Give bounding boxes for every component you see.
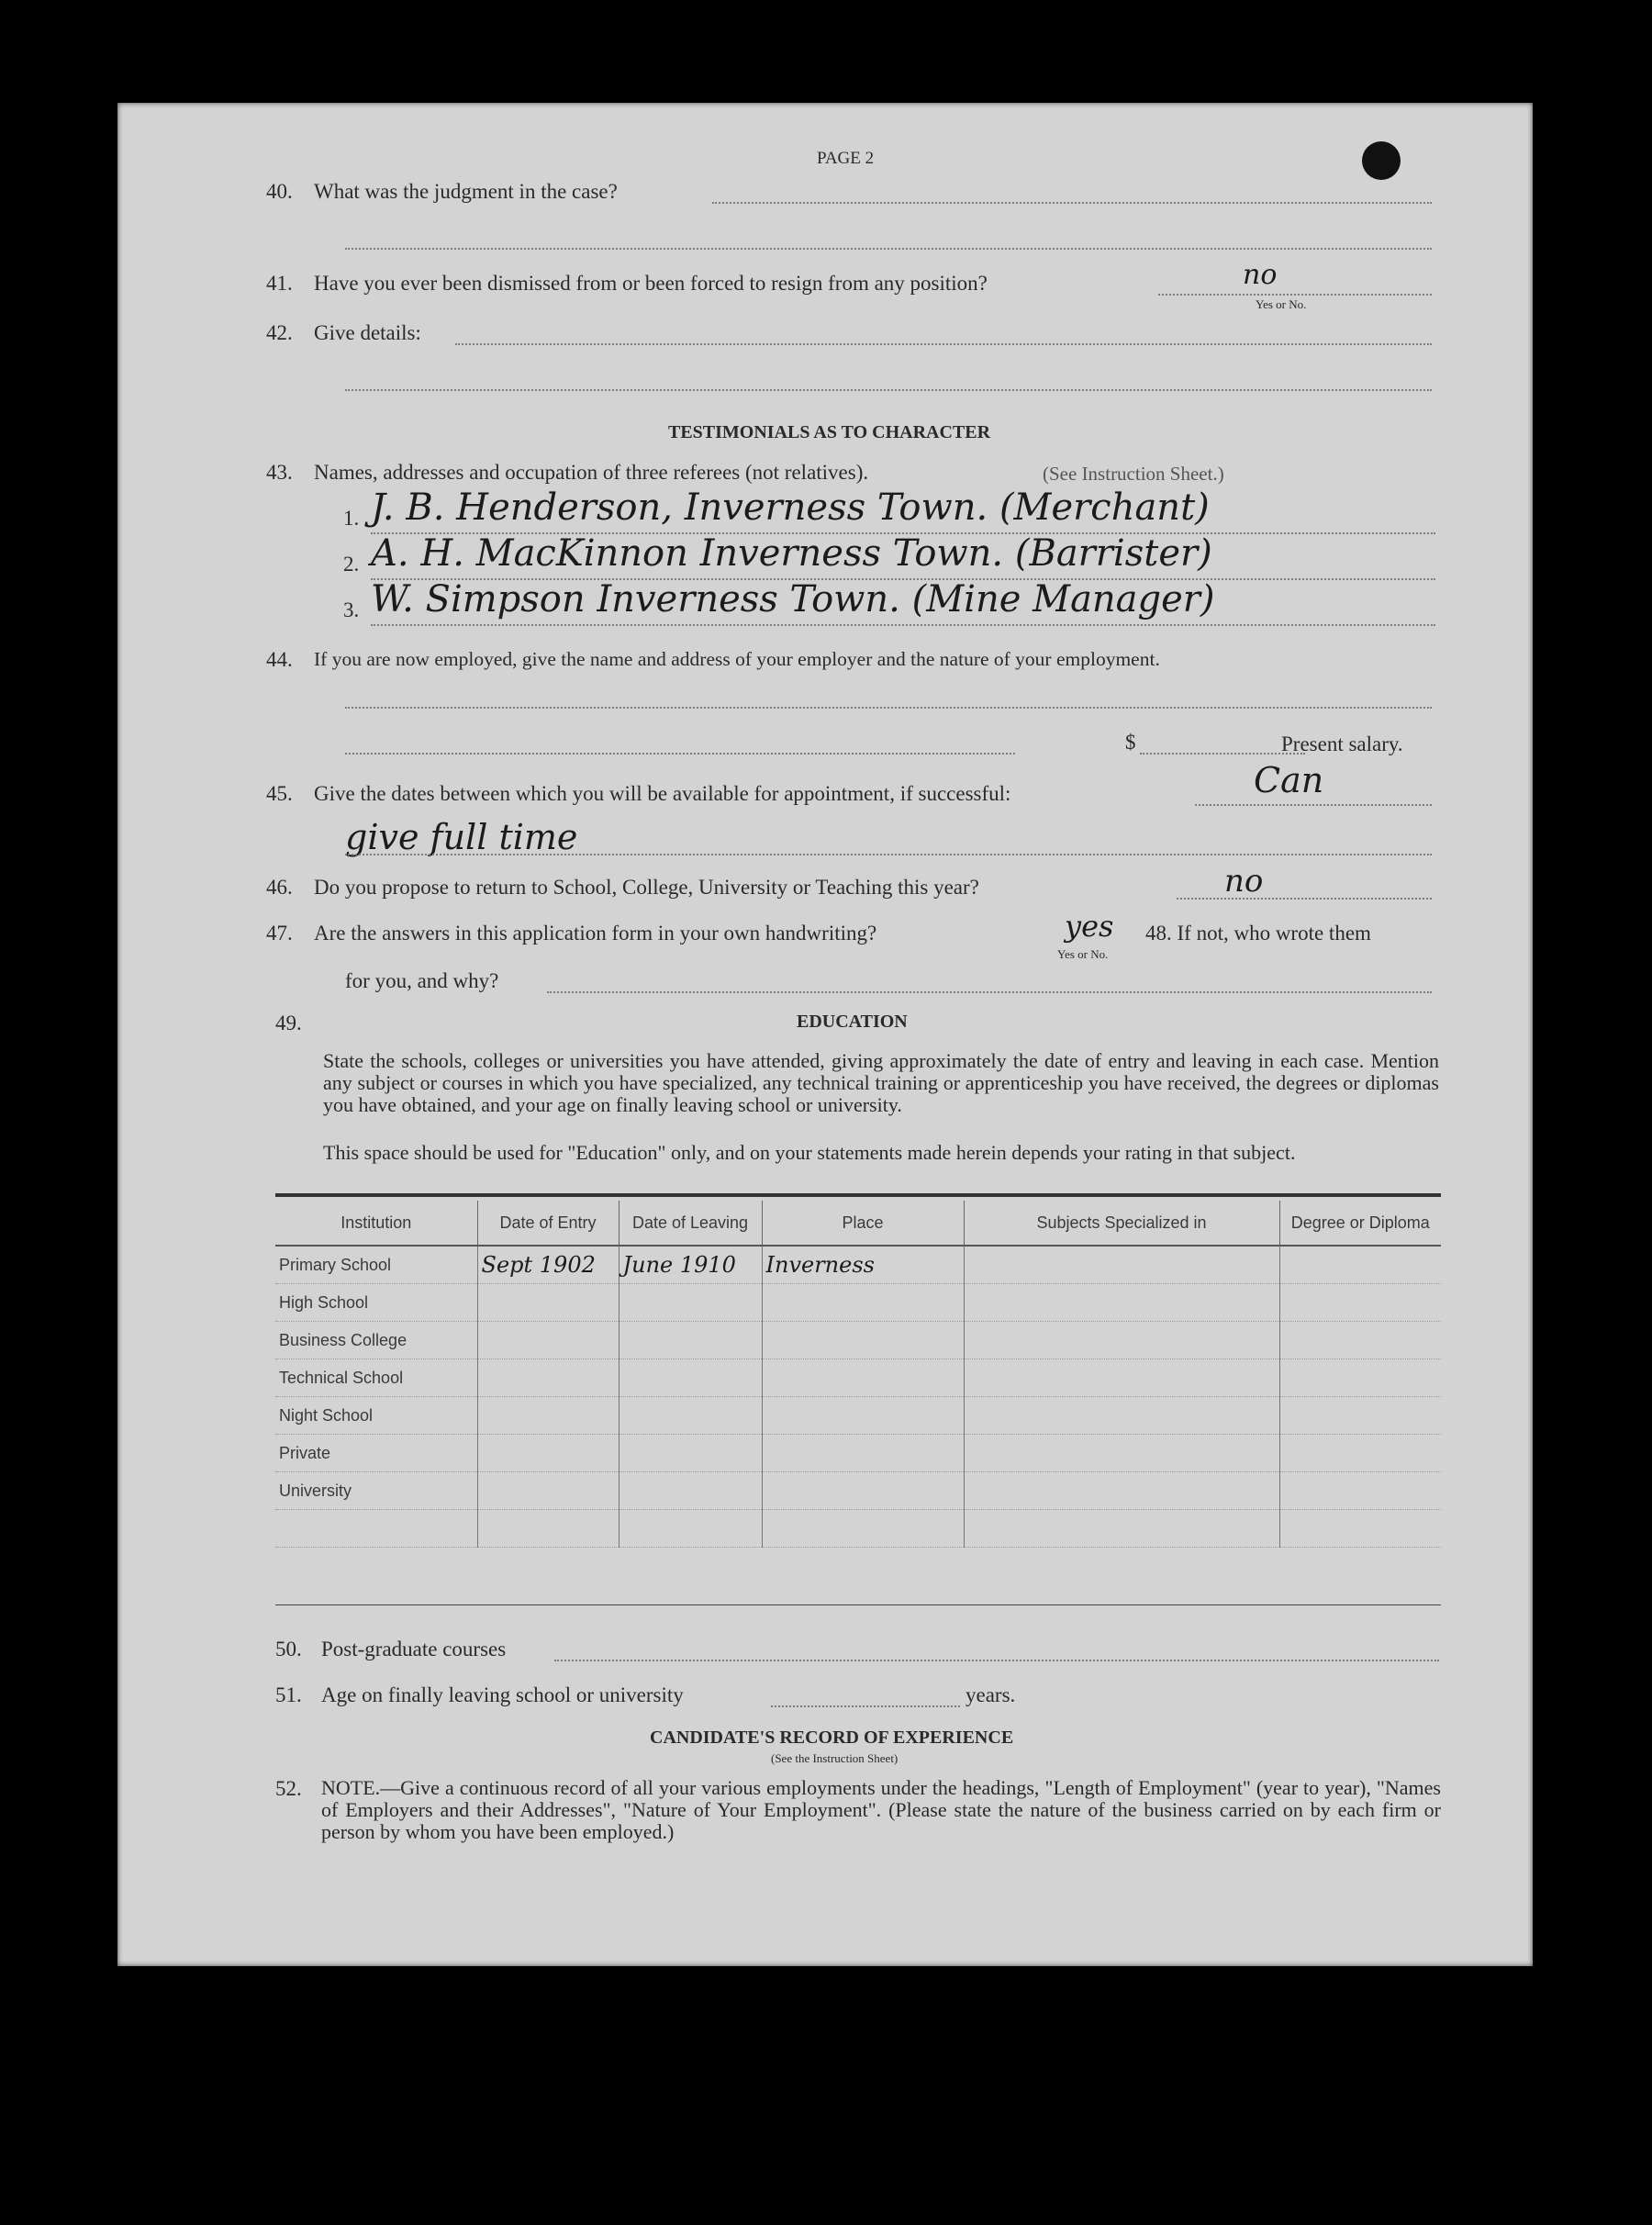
q50-number: 50. [275,1638,302,1660]
institution-cell: Night School [275,1397,477,1435]
q40-line-2[interactable] [345,248,1432,250]
subjects-cell[interactable] [964,1472,1279,1510]
institution-cell [275,1510,477,1548]
institution-cell: Business College [275,1322,477,1359]
q41-number: 41. [266,272,293,295]
q40-text: What was the judgment in the case? [314,180,618,203]
q51-number: 51. [275,1683,302,1706]
q44-number: 44. [266,648,293,671]
q44-text: If you are now employed, give the name and address of your employer and the nature of your employment. [314,648,1160,670]
table-row [275,1359,1441,1397]
q42-line[interactable] [455,343,1432,345]
institution-cell: University [275,1472,477,1510]
institution-cell: Primary School [275,1246,477,1284]
q44-line-2[interactable] [345,753,1015,755]
subjects-cell[interactable] [964,1284,1279,1322]
q50-text: Post-graduate courses [321,1638,507,1660]
testimonials-heading: TESTIMONIALS AS TO CHARACTER [668,422,991,442]
institution-cell: High School [275,1284,477,1322]
education-table [275,1201,1441,1548]
header-date-leaving: Date of Leaving [619,1201,762,1246]
place-cell[interactable] [762,1435,964,1472]
degree-cell[interactable] [1279,1472,1441,1510]
q48-line[interactable] [547,991,1432,993]
q46-number: 46. [266,876,293,899]
education-instructions: State the schools, colleges or universities you have attended, giving approximately the date of entry and leaving in each case. Mention any subject or courses in which you have specialized, any technical training or apprenticeship you have received, the degrees or diplomas you have obtained, and your age on finally leaving school or university. [323,1049,1439,1116]
table-row [275,1322,1441,1359]
subjects-cell[interactable] [964,1246,1279,1284]
entry-cell[interactable] [477,1322,619,1359]
degree-cell[interactable] [1279,1359,1441,1397]
leaving-cell[interactable] [619,1510,762,1548]
table-bottom-rule [275,1604,1441,1605]
degree-cell[interactable] [1279,1246,1441,1284]
education-heading: EDUCATION [797,1012,908,1032]
q47-answer: yes [1065,909,1114,944]
q45-line-1[interactable] [1195,804,1432,806]
q48-text: 48. If not, who wrote them [1145,922,1371,945]
subjects-cell[interactable] [964,1510,1279,1548]
referee-3-line[interactable] [371,624,1435,626]
q41-answer: no [1243,259,1278,291]
table-row [275,1472,1441,1510]
q42-text: Give details: [314,321,421,344]
q41-answer-line[interactable] [1158,294,1432,296]
degree-cell[interactable] [1279,1397,1441,1435]
entry-cell[interactable] [477,1510,619,1548]
table-row [275,1510,1441,1548]
place-cell[interactable]: Inverness [762,1246,964,1284]
referee-2-entry: A. H. MacKinnon Inverness Town. (Barrister) [371,532,1212,575]
experience-heading: CANDIDATE'S RECORD OF EXPERIENCE [650,1727,1014,1748]
form-page [117,103,1533,1966]
q40-line[interactable] [712,202,1432,204]
header-degree: Degree or Diploma [1279,1201,1441,1246]
leaving-cell[interactable] [619,1435,762,1472]
referee-3-entry: W. Simpson Inverness Town. (Mine Manager) [371,578,1215,621]
entry-cell[interactable] [477,1435,619,1472]
referee-1-entry: J. B. Henderson, Inverness Town. (Merchant) [371,486,1210,529]
q44-line-1[interactable] [345,707,1432,709]
place-cell[interactable] [762,1284,964,1322]
q45-line-2[interactable] [345,854,1432,855]
subjects-cell[interactable] [964,1397,1279,1435]
punch-hole [1362,141,1401,180]
q52-note: NOTE.—Give a continuous record of all your various employments under the headings, "Length of Employment" (year to year), "Names of Employers and their Addresses", "Nature of Your Employment". (Please state the nature of the business carried on by each firm or person by whom you have been employed.) [321,1776,1441,1843]
entry-cell[interactable] [477,1284,619,1322]
degree-cell[interactable] [1279,1284,1441,1322]
q46-text: Do you propose to return to School, College, University or Teaching this year? [314,876,979,899]
institution-cell: Technical School [275,1359,477,1397]
leaving-cell[interactable] [619,1322,762,1359]
q44-dollar: $ [1125,731,1136,754]
q41-text: Have you ever been dismissed from or been forced to resign from any position? [314,272,988,295]
q44-salary-line[interactable] [1140,753,1305,755]
leaving-cell[interactable] [619,1284,762,1322]
q47-number: 47. [266,922,293,945]
table-top-rule [275,1193,1441,1197]
q51-suffix: years. [966,1683,1016,1706]
place-cell[interactable] [762,1322,964,1359]
q49-number: 49. [275,1012,302,1034]
table-row [275,1246,1441,1284]
subjects-cell[interactable] [964,1322,1279,1359]
q48-text-2: for you, and why? [345,969,499,992]
entry-cell[interactable] [477,1397,619,1435]
q45-answer-2: give full time [345,817,578,857]
degree-cell[interactable] [1279,1510,1441,1548]
entry-cell[interactable] [477,1359,619,1397]
place-cell[interactable] [762,1359,964,1397]
q51-text: Age on finally leaving school or university [321,1683,684,1706]
leaving-cell[interactable] [619,1359,762,1397]
leaving-cell[interactable] [619,1397,762,1435]
referee-1-number: 1. [343,507,360,530]
leaving-cell[interactable] [619,1472,762,1510]
q43-note: (See Instruction Sheet.) [1043,463,1224,485]
q46-answer: no [1224,863,1264,900]
referee-2-number: 2. [343,553,360,576]
referee-3-number: 3. [343,598,360,621]
place-cell[interactable] [762,1472,964,1510]
header-place: Place [762,1201,964,1246]
header-institution: Institution [275,1201,477,1246]
q45-text: Give the dates between which you will be available for appointment, if successful: [314,782,1011,805]
header-date-entry: Date of Entry [477,1201,619,1246]
place-cell[interactable] [762,1510,964,1548]
degree-cell[interactable] [1279,1435,1441,1472]
experience-subheading: (See the Instruction Sheet) [771,1751,899,1765]
q41-hint: Yes or No. [1256,297,1307,311]
degree-cell[interactable] [1279,1322,1441,1359]
q42-line-2[interactable] [345,389,1432,391]
subjects-cell[interactable] [964,1435,1279,1472]
institution-cell: Private [275,1435,477,1472]
q43-text: Names, addresses and occupation of three referees (not relatives). [314,461,869,484]
table-row [275,1397,1441,1435]
q50-line[interactable] [554,1660,1439,1661]
q45-number: 45. [266,782,293,805]
header-subjects: Subjects Specialized in [964,1201,1279,1246]
q47-text: Are the answers in this application form in your own handwriting? [314,922,877,945]
table-row [275,1284,1441,1322]
q43-number: 43. [266,461,293,484]
q45-answer-1: Can [1254,760,1324,800]
table-header-row [275,1201,1441,1246]
q40-number: 40. [266,180,293,203]
q51-line[interactable] [771,1705,960,1707]
place-cell[interactable] [762,1397,964,1435]
subjects-cell[interactable] [964,1359,1279,1397]
q52-number: 52. [275,1777,302,1800]
entry-cell[interactable] [477,1472,619,1510]
table-row [275,1435,1441,1472]
education-note: This space should be used for "Education" only, and on your statements made herein depends your rating in that subject. [323,1141,1296,1164]
q46-line[interactable] [1177,898,1432,900]
q44-salary-label: Present salary. [1281,732,1403,755]
page-label: PAGE 2 [817,149,875,168]
entry-cell[interactable]: Sept 1902 [477,1246,619,1284]
q47-hint: Yes or No. [1057,947,1109,961]
q42-number: 42. [266,321,293,344]
leaving-cell[interactable]: June 1910 [619,1246,762,1284]
